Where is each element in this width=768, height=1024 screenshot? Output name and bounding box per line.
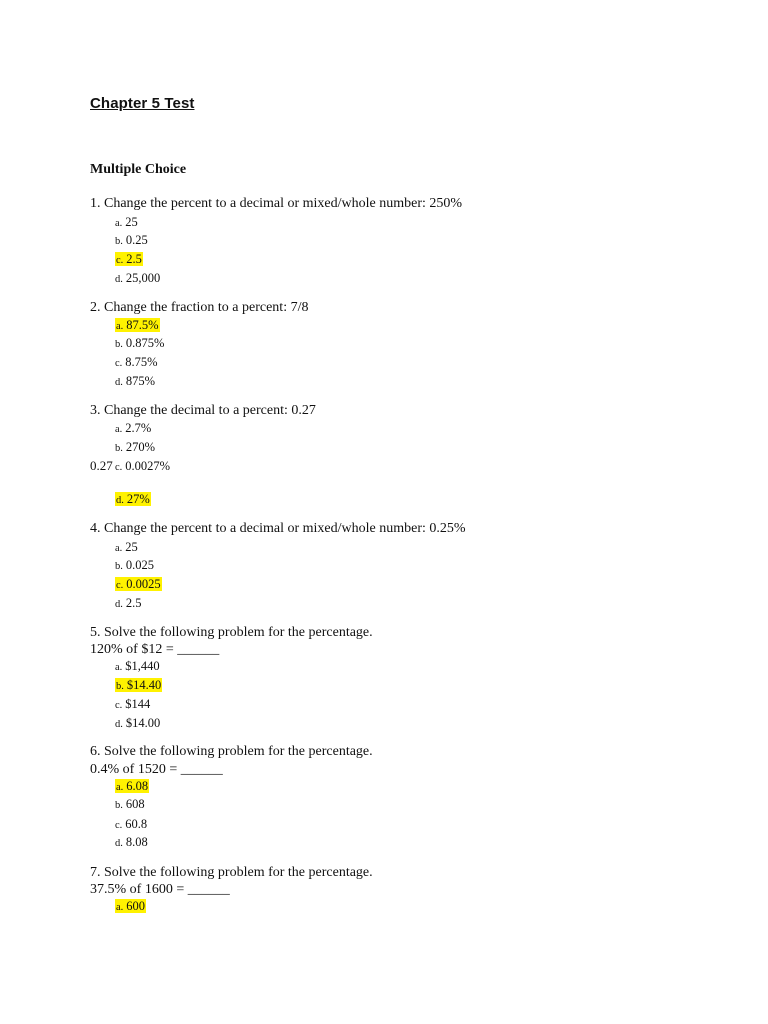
q4-option-d: d. 2.5 bbox=[115, 596, 142, 610]
answer-highlight: a. 87.5% bbox=[116, 318, 159, 332]
q5-option-a: a. $1,440 bbox=[115, 659, 160, 673]
answer-highlight: b. $14.40 bbox=[116, 678, 162, 692]
section-heading: Multiple Choice bbox=[90, 162, 187, 177]
q4-option-b: b. 0.025 bbox=[115, 558, 154, 572]
page-title: Chapter 5 Test bbox=[90, 95, 195, 112]
q5-option-d: d. $14.00 bbox=[115, 716, 161, 730]
q3-option-a: a. 2.7% bbox=[115, 421, 152, 435]
q6-option-c: c. 60.8 bbox=[115, 817, 148, 831]
answer-highlight: a. 6.08 bbox=[116, 779, 149, 793]
q7-option-a bbox=[115, 898, 146, 916]
question-5-problem: 120% of $12 = ______ bbox=[90, 642, 220, 657]
q2-option-c: c. 8.75% bbox=[115, 355, 158, 369]
q6-option-b: b. 608 bbox=[115, 797, 145, 811]
q3-option-c: c. 0.0027% bbox=[115, 459, 171, 473]
question-1: 1. Change the percent to a decimal or mixed/whole number: 250% bbox=[90, 196, 463, 211]
question-2: 2. Change the fraction to a percent: 7/8 bbox=[90, 300, 309, 315]
q3-option-d bbox=[115, 491, 151, 509]
q2-option-b: b. 0.875% bbox=[115, 336, 165, 350]
q3-stray-text: 0.27 bbox=[90, 458, 113, 473]
answer-highlight: d. 27% bbox=[116, 492, 150, 506]
q6-option-a bbox=[115, 778, 149, 796]
q1-option-a: a. 25 bbox=[115, 215, 138, 229]
question-3: 3. Change the decimal to a percent: 0.27 bbox=[90, 403, 316, 418]
q2-option-a bbox=[115, 317, 160, 335]
answer-highlight: a. 600 bbox=[116, 899, 146, 913]
q1-option-d: d. 25,000 bbox=[115, 271, 161, 285]
question-6: 6. Solve the following problem for the percentage. bbox=[90, 744, 373, 759]
q3-option-b: b. 270% bbox=[115, 440, 156, 454]
answer-highlight: c. 2.5 bbox=[116, 252, 142, 266]
question-6-problem: 0.4% of 1520 = ______ bbox=[90, 762, 223, 777]
question-5: 5. Solve the following problem for the percentage. bbox=[90, 625, 373, 640]
q4-option-c bbox=[115, 576, 162, 594]
q1-option-c bbox=[115, 251, 143, 269]
q2-option-d: d. 875% bbox=[115, 374, 156, 388]
question-7: 7. Solve the following problem for the percentage. bbox=[90, 865, 373, 880]
q1-option-b: b. 0.25 bbox=[115, 233, 148, 247]
q5-option-b bbox=[115, 677, 162, 695]
q6-option-d: d. 8.08 bbox=[115, 835, 148, 849]
question-7-problem: 37.5% of 1600 = ______ bbox=[90, 882, 230, 897]
answer-highlight: c. 0.0025 bbox=[116, 577, 161, 591]
q4-option-a: a. 25 bbox=[115, 540, 138, 554]
question-4: 4. Change the percent to a decimal or mixed/whole number: 0.25% bbox=[90, 521, 466, 536]
q5-option-c: c. $144 bbox=[115, 697, 151, 711]
